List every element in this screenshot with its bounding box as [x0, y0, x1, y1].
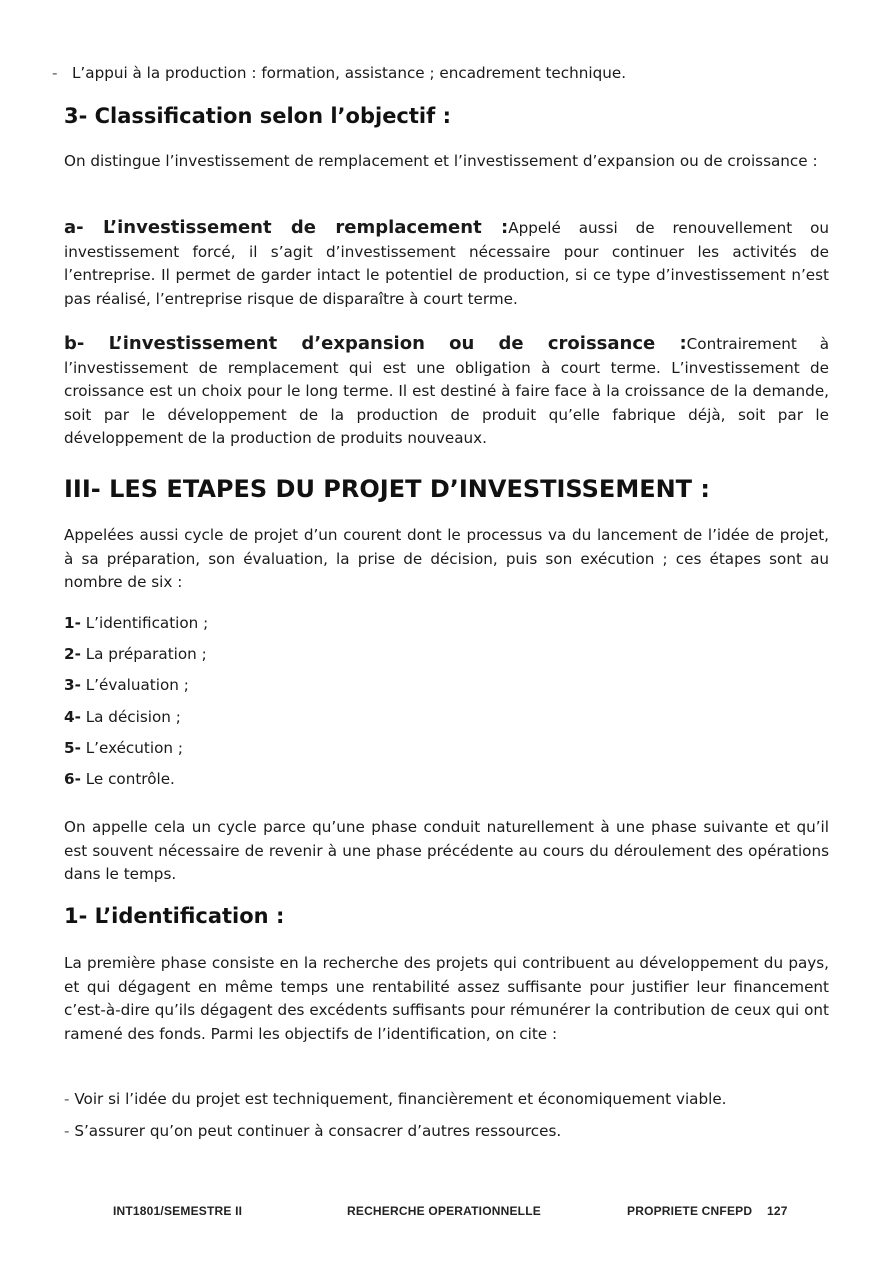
bullet-dash: -: [64, 1122, 70, 1140]
section-heading-identification: 1- L’identification :: [64, 904, 285, 928]
step-label: L’identification ;: [85, 614, 209, 632]
paragraph-text-remplacement: Appelé aussi de renouvellement ou investissement forcé, il s’agit d’investissement nécessaire pour continuer les activités de l’entreprise. Il permet de garder intact le potentiel de production, si ce type d’investissement n’est pas réalisé, l’entreprise risque de disparaître à court terme.: [64, 219, 829, 308]
bullet-dash: -: [52, 64, 58, 82]
step-item-6: [64, 769, 175, 789]
paragraph-text-expansion: Contrairement à l’investissement de remplacement qui est une obligation à court terme. L’investissement de croissance est un choix pour le long terme. Il est destiné à faire face à la croissance de la demande, soit par le développement de la production de produit qu’elle fabrique déjà, soit par le développement de la production de produits nouveaux.: [64, 335, 829, 447]
paragraph-lead-expansion: b- L’investissement d’expansion ou de croissance :: [64, 333, 687, 354]
bullet-text: S’assurer qu’on peut continuer à consacrer d’autres ressources.: [74, 1122, 562, 1140]
step-label: La préparation ;: [85, 645, 207, 663]
section-intro-paragraph: On distingue l’investissement de remplacement et l’investissement d’expansion ou de croissance :: [64, 152, 818, 170]
identification-paragraph: La première phase consiste en la recherche des projets qui contribuent au développement du pays, et qui dégagent en même temps une rentabilité assez suffisante pour justifier leur financement c’est-à-dire qu’ils dégagent des excédents suffisants pour rémunérer la contribution de ceux qui ont ramené des fonds. Parmi les objectifs de l’identification, on cite :: [64, 954, 829, 1043]
step-number: 1-: [64, 614, 81, 632]
bullet-text: L’appui à la production : formation, assistance ; encadrement technique.: [71, 64, 627, 82]
paragraph-lead-remplacement: a- L’investissement de remplacement :: [64, 217, 509, 238]
chapter-heading-etapes: III- LES ETAPES DU PROJET D’INVESTISSEMENT :: [64, 475, 711, 503]
step-number: 2-: [64, 645, 81, 663]
step-item-5: [64, 738, 183, 758]
footer-page-number: 127: [767, 1204, 788, 1218]
step-label: Le contrôle.: [85, 770, 175, 788]
paragraph-remplacement: [64, 216, 829, 311]
step-label: L’évaluation ;: [85, 676, 189, 694]
identification-bullet-2: [64, 1120, 829, 1144]
cycle-paragraph: On appelle cela un cycle parce qu’une phase conduit naturellement à une phase suivante et qu’il est souvent nécessaire de revenir à une phase précédente au cours du déroulement des opérations dans le temps.: [64, 818, 829, 883]
step-item-2: [64, 644, 207, 664]
step-number: 4-: [64, 708, 81, 726]
step-number: 5-: [64, 739, 81, 757]
step-item-4: [64, 707, 181, 727]
step-number: 3-: [64, 676, 81, 694]
identification-bullet-1: [64, 1088, 829, 1112]
step-item-3: [64, 675, 189, 695]
step-label: L’exécution ;: [85, 739, 183, 757]
footer-course: INT1801/SEMESTRE II: [113, 1204, 243, 1218]
top-bullet: [52, 62, 832, 86]
section-heading-classification: 3- Classification selon l’objectif :: [64, 104, 451, 128]
chapter-intro-paragraph: Appelées aussi cycle de projet d’un courent dont le processus va du lancement de l’idée de projet, à sa préparation, son évaluation, la prise de décision, puis son exécution ; ces étapes sont au nombre de six :: [64, 526, 829, 591]
step-item-1: [64, 613, 208, 633]
paragraph-expansion: [64, 332, 829, 451]
footer-owner: PROPRIETE CNFEPD: [627, 1204, 753, 1218]
step-label: La décision ;: [85, 708, 181, 726]
bullet-dash: -: [64, 1090, 70, 1108]
footer-subject: RECHERCHE OPERATIONNELLE: [347, 1204, 541, 1218]
step-number: 6-: [64, 770, 81, 788]
bullet-text: Voir si l’idée du projet est techniquement, financièrement et économiquement viable.: [74, 1090, 727, 1108]
